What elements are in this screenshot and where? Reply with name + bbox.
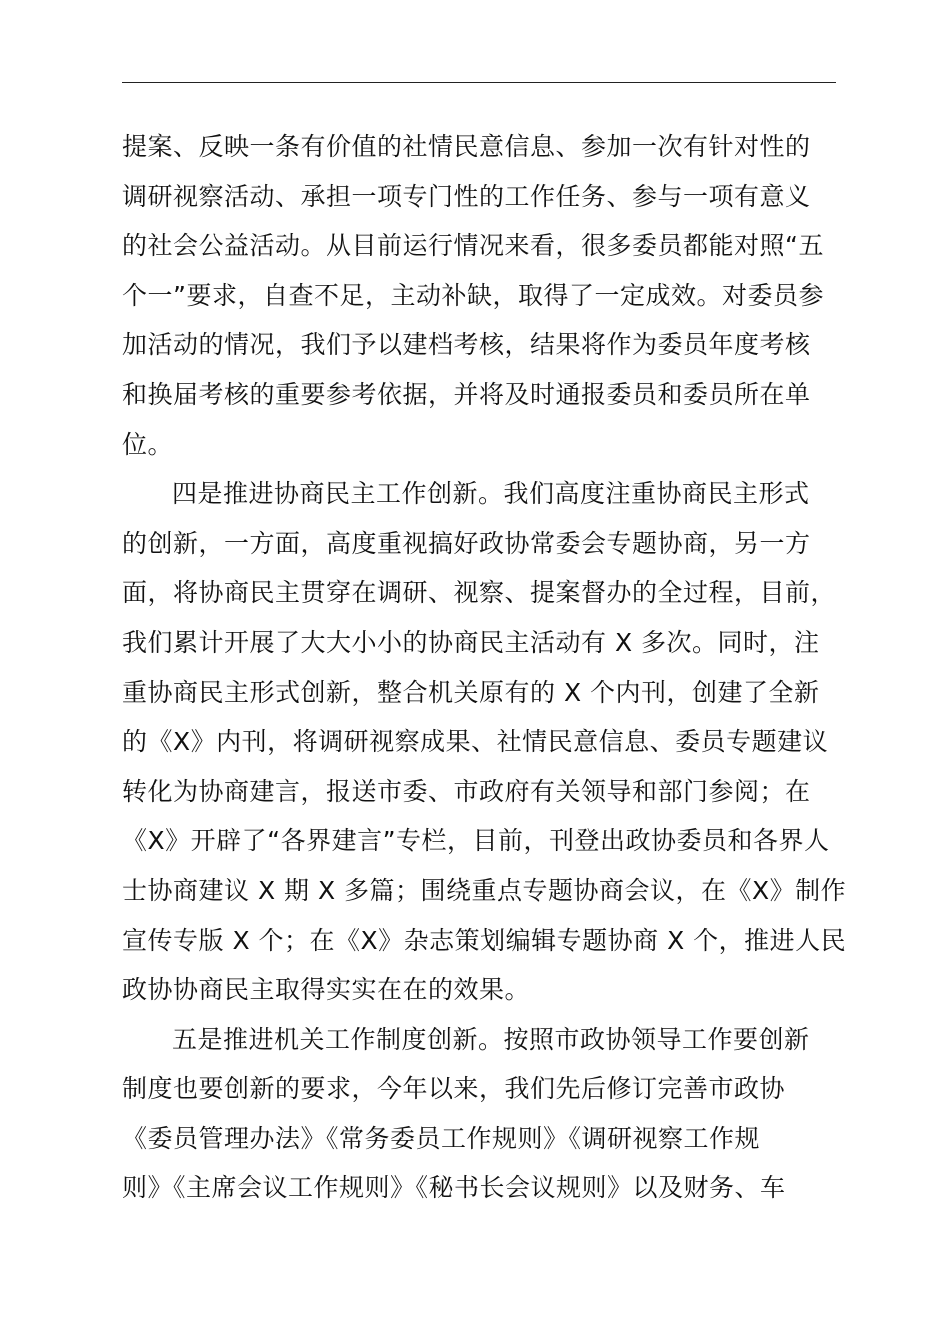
text-line: 重协商民主形式创新，整合机关原有的 X 个内刊，创建了全新 <box>122 677 820 707</box>
text-line: 和换届考核的重要参考依据，并将及时通报委员和委员所在单 <box>122 379 811 409</box>
text-line: 面，将协商民主贯穿在调研、视察、提案督办的全过程，目前， <box>122 578 837 608</box>
text-line: 转化为协商建言，报送市委、市政府有关领导和部门参阅；在 <box>122 776 811 806</box>
text-line: 加活动的情况，我们予以建档考核，结果将作为委员年度考核 <box>122 330 811 360</box>
text-line: 我们累计开展了大大小小的协商民主活动有 X 多次。同时，注 <box>122 627 820 657</box>
text-line: 提案、反映一条有价值的社情民意信息、参加一次有针对性的 <box>122 132 811 161</box>
document-body <box>122 122 862 1213</box>
paragraph-start-line: 五是推进机关工作制度创新。按照市政协领导工作要创新 <box>172 1024 810 1054</box>
text-line: 《X》开辟了“各界建言”专栏，目前，刊登出政协委员和各界人 <box>122 826 830 856</box>
text-line: 调研视察活动、承担一项专门性的工作任务、参与一项有意义 <box>122 181 811 211</box>
text-line: 士协商建议 X 期 X 多篇；围绕重点专题协商会议，在《X》制作 <box>122 875 847 905</box>
text-line: 的《X》内刊，将调研视察成果、社情民意信息、委员专题建议 <box>122 727 829 757</box>
text-line: 的社会公益活动。从目前运行情况来看，很多委员都能对照“五 <box>122 231 824 261</box>
text-line: 则》《主席会议工作规则》《秘书长会议规则》以及财务、车 <box>122 1173 786 1203</box>
text-line: 个一”要求，自查不足，主动补缺，取得了一定成效。对委员参 <box>122 280 824 310</box>
text-line: 位。 <box>122 429 174 459</box>
text-line: 制度也要创新的要求，今年以来，我们先后修订完善市政协 <box>122 1074 786 1104</box>
paragraph-start-line: 四是推进协商民主工作创新。我们高度注重协商民主形式 <box>172 479 810 509</box>
text-line: 政协协商民主取得实实在在的效果。 <box>122 975 531 1005</box>
text-line: 宣传专版 X 个；在《X》杂志策划编辑专题协商 X 个，推进人民 <box>122 925 847 955</box>
header-rule <box>122 82 836 83</box>
text-line: 《委员管理办法》《常务委员工作规则》《调研视察工作规 <box>122 1123 761 1153</box>
text-line: 的创新，一方面，高度重视搞好政协常委会专题协商，另一方 <box>122 528 811 558</box>
